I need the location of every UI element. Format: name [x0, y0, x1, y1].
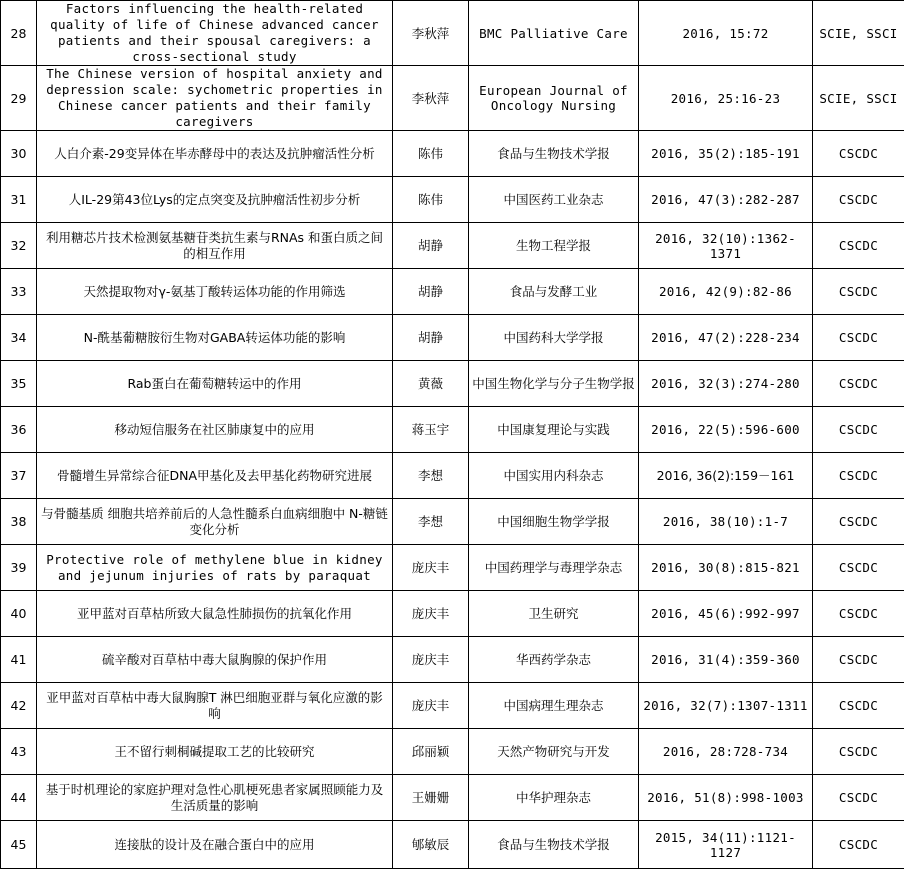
journal-name: 中华护理杂志 — [469, 775, 639, 821]
row-number: 39 — [1, 545, 37, 591]
author-name: 庞庆丰 — [393, 637, 469, 683]
volume-pages: 2016, 45(6):992-997 — [639, 591, 813, 637]
volume-pages: 2016, 47(3):282-287 — [639, 177, 813, 223]
author-name: 郇敏辰 — [393, 821, 469, 869]
table-row — [1, 361, 904, 407]
journal-name: 中国病理生理杂志 — [469, 683, 639, 729]
row-number: 43 — [1, 729, 37, 775]
row-number: 38 — [1, 499, 37, 545]
table-row — [1, 269, 904, 315]
table-row — [1, 729, 904, 775]
journal-name: 中国药科大学学报 — [469, 315, 639, 361]
index-type: CSCDC — [813, 361, 904, 407]
volume-pages: 2016, 32(3):274-280 — [639, 361, 813, 407]
journal-name: 食品与生物技术学报 — [469, 131, 639, 177]
author-name: 蒋玉宇 — [393, 407, 469, 453]
journal-name: European Journal of Oncology Nursing — [469, 66, 639, 131]
paper-title: Factors influencing the health-related quality of life of Chinese advanced cancer patients and their spousal caregivers: a cross-sectional study — [37, 1, 393, 66]
volume-pages: 2016, 32(10):1362-1371 — [639, 223, 813, 269]
row-number: 34 — [1, 315, 37, 361]
volume-pages: 2015, 34(11):1121-1127 — [639, 821, 813, 869]
index-type: CSCDC — [813, 453, 904, 499]
table-row — [1, 775, 904, 821]
row-number: 30 — [1, 131, 37, 177]
volume-pages: 2016, 25:16-23 — [639, 66, 813, 131]
volume-pages: 2016, 22(5):596-600 — [639, 407, 813, 453]
row-number: 33 — [1, 269, 37, 315]
index-type: CSCDC — [813, 499, 904, 545]
index-type: CSCDC — [813, 775, 904, 821]
row-number: 42 — [1, 683, 37, 729]
author-name: 李想 — [393, 453, 469, 499]
table-row — [1, 637, 904, 683]
row-number: 40 — [1, 591, 37, 637]
journal-name: 食品与发酵工业 — [469, 269, 639, 315]
table-row — [1, 499, 904, 545]
journal-name: 卫生研究 — [469, 591, 639, 637]
row-number: 44 — [1, 775, 37, 821]
volume-pages: 2016, 28:728-734 — [639, 729, 813, 775]
author-name: 王姗姗 — [393, 775, 469, 821]
volume-pages: 2016, 47(2):228-234 — [639, 315, 813, 361]
table-row — [1, 131, 904, 177]
journal-name: 中国康复理论与实践 — [469, 407, 639, 453]
paper-title: 骨髓增生异常综合征DNA甲基化及去甲基化药物研究进展 — [37, 453, 393, 499]
journal-name: 食品与生物技术学报 — [469, 821, 639, 869]
journal-name: 中国细胞生物学学报 — [469, 499, 639, 545]
paper-title: 人IL-29第43位Lys的定点突变及抗肿瘤活性初步分析 — [37, 177, 393, 223]
row-number: 36 — [1, 407, 37, 453]
volume-pages: 2016, 36(2):159－161 — [639, 453, 813, 499]
author-name: 胡静 — [393, 315, 469, 361]
index-type: CSCDC — [813, 177, 904, 223]
paper-title: 利用糖芯片技术检测氨基糖苷类抗生素与RNAs 和蛋白质之间的相互作用 — [37, 223, 393, 269]
index-type: CSCDC — [813, 315, 904, 361]
paper-title: 硫辛酸对百草枯中毒大鼠胸腺的保护作用 — [37, 637, 393, 683]
index-type: CSCDC — [813, 131, 904, 177]
volume-pages: 2016, 35(2):185-191 — [639, 131, 813, 177]
author-name: 李秋萍 — [393, 66, 469, 131]
table-row — [1, 453, 904, 499]
row-number: 37 — [1, 453, 37, 499]
index-type: SCIE, SSCI — [813, 66, 904, 131]
row-number: 45 — [1, 821, 37, 869]
table-row — [1, 821, 904, 869]
index-type: SCIE, SSCI — [813, 1, 904, 66]
row-number: 28 — [1, 1, 37, 66]
volume-pages: 2016, 42(9):82-86 — [639, 269, 813, 315]
paper-title: 人白介素-29变异体在毕赤酵母中的表达及抗肿瘤活性分析 — [37, 131, 393, 177]
index-type: CSCDC — [813, 407, 904, 453]
paper-title: Rab蛋白在葡萄糖转运中的作用 — [37, 361, 393, 407]
volume-pages: 2016, 15:72 — [639, 1, 813, 66]
paper-title: N-酰基葡糖胺衍生物对GABA转运体功能的影响 — [37, 315, 393, 361]
author-name: 邱丽颖 — [393, 729, 469, 775]
author-name: 庞庆丰 — [393, 683, 469, 729]
table-row — [1, 223, 904, 269]
index-type: CSCDC — [813, 591, 904, 637]
index-type: CSCDC — [813, 683, 904, 729]
index-type: CSCDC — [813, 821, 904, 869]
author-name: 陈伟 — [393, 177, 469, 223]
table-row — [1, 591, 904, 637]
index-type: CSCDC — [813, 729, 904, 775]
table-row — [1, 315, 904, 361]
table-row — [1, 66, 904, 131]
paper-title: 亚甲蓝对百草枯中毒大鼠胸腺T 淋巴细胞亚群与氧化应激的影响 — [37, 683, 393, 729]
row-number: 32 — [1, 223, 37, 269]
journal-name: 天然产物研究与开发 — [469, 729, 639, 775]
volume-pages: 2016, 30(8):815-821 — [639, 545, 813, 591]
author-name: 庞庆丰 — [393, 545, 469, 591]
paper-title: Protective role of methylene blue in kidney and jejunum injuries of rats by paraquat — [37, 545, 393, 591]
journal-name: BMC Palliative Care — [469, 1, 639, 66]
author-name: 胡静 — [393, 223, 469, 269]
paper-title: 王不留行刺桐碱提取工艺的比较研究 — [37, 729, 393, 775]
volume-pages: 2016, 38(10):1-7 — [639, 499, 813, 545]
index-type: CSCDC — [813, 269, 904, 315]
index-type: CSCDC — [813, 545, 904, 591]
paper-title: 天然提取物对γ-氨基丁酸转运体功能的作用筛选 — [37, 269, 393, 315]
author-name: 李想 — [393, 499, 469, 545]
journal-name: 华西药学杂志 — [469, 637, 639, 683]
paper-title: 移动短信服务在社区肺康复中的应用 — [37, 407, 393, 453]
row-number: 41 — [1, 637, 37, 683]
index-type: CSCDC — [813, 223, 904, 269]
journal-name: 生物工程学报 — [469, 223, 639, 269]
table-row — [1, 545, 904, 591]
journal-name: 中国药理学与毒理学杂志 — [469, 545, 639, 591]
author-name: 胡静 — [393, 269, 469, 315]
volume-pages: 2016, 31(4):359-360 — [639, 637, 813, 683]
author-name: 庞庆丰 — [393, 591, 469, 637]
volume-pages: 2016, 32(7):1307-1311 — [639, 683, 813, 729]
table-body — [1, 1, 904, 869]
journal-name: 中国医药工业杂志 — [469, 177, 639, 223]
table-row — [1, 177, 904, 223]
volume-pages: 2016, 51(8):998-1003 — [639, 775, 813, 821]
author-name: 李秋萍 — [393, 1, 469, 66]
paper-title: 与骨髓基质 细胞共培养前后的人急性髓系白血病细胞中 N-糖链变化分析 — [37, 499, 393, 545]
paper-title: 基于时机理论的家庭护理对急性心肌梗死患者家属照顾能力及生活质量的影响 — [37, 775, 393, 821]
paper-title: 亚甲蓝对百草枯所致大鼠急性肺损伤的抗氧化作用 — [37, 591, 393, 637]
journal-name: 中国生物化学与分子生物学报 — [469, 361, 639, 407]
table-row — [1, 1, 904, 66]
row-number: 29 — [1, 66, 37, 131]
table-row — [1, 683, 904, 729]
paper-title: The Chinese version of hospital anxiety and depression scale: sychometric properties in Chinese cancer patients and their family caregivers — [37, 66, 393, 131]
row-number: 31 — [1, 177, 37, 223]
paper-title: 连接肽的设计及在融合蛋白中的应用 — [37, 821, 393, 869]
table-row — [1, 407, 904, 453]
index-type: CSCDC — [813, 637, 904, 683]
journal-name: 中国实用内科杂志 — [469, 453, 639, 499]
author-name: 陈伟 — [393, 131, 469, 177]
author-name: 黄薇 — [393, 361, 469, 407]
row-number: 35 — [1, 361, 37, 407]
